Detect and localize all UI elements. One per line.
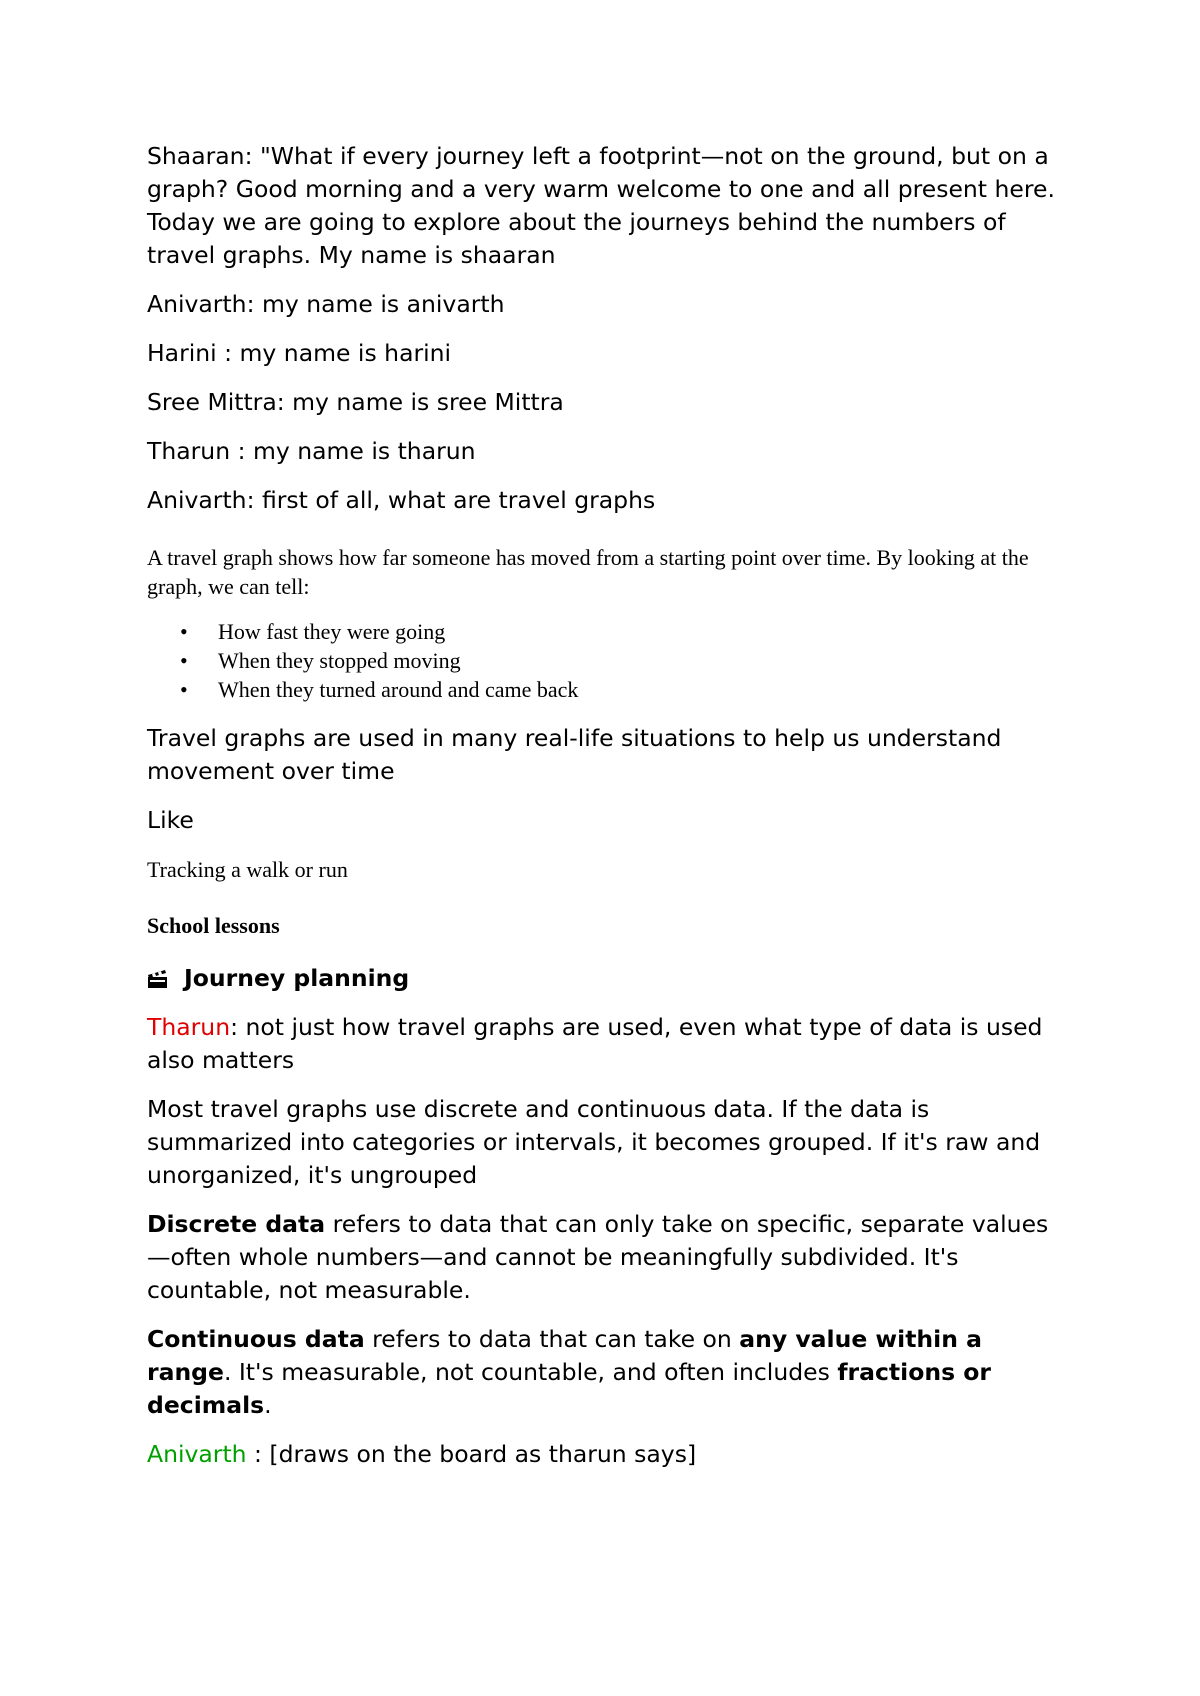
continuous-term: Continuous data: [147, 1325, 365, 1353]
discrete-data-paragraph: [147, 1208, 1067, 1307]
tharun-text: : not just how travel graphs are used, even what type of data is used also matters: [147, 1013, 1043, 1074]
continuous-emphasis: fractions or decimals: [147, 1358, 991, 1419]
continuous-emphasis: any value within a range: [147, 1325, 982, 1386]
example-walk-run: Tracking a walk or run: [147, 857, 348, 882]
continuous-text: .: [264, 1391, 272, 1419]
anivarth-line: [147, 1438, 1067, 1471]
definition-bullet-list: [147, 617, 1067, 704]
introduction-anivarth: Anivarth: my name is anivarth: [147, 290, 505, 318]
discrete-text: refers to data that can only take on specific, separate values—often whole numbers—and cannot be meaningfully subdivided. It's countable, not measurable.: [147, 1210, 1049, 1304]
bullet-item: • When they turned around and came back: [218, 675, 1067, 704]
journey-planning-text: Journey planning: [184, 964, 410, 992]
data-types-intro: Most travel graphs use discrete and continuous data. If the data is summarized into categories or intervals, it becomes grouped. If it's raw and unorganized, it's ungrouped: [147, 1095, 1041, 1189]
intro-paragraph: [147, 140, 1067, 272]
anivarth-speaker: Anivarth: [147, 1440, 247, 1468]
travel-graph-definition: A travel graph shows how far someone has moved from a starting point over time. By looking at the graph, we can tell:: [147, 545, 1029, 599]
anivarth-text: : [draws on the board as tharun says]: [246, 1440, 697, 1468]
bullet-item: • When they stopped moving: [218, 646, 1067, 675]
usage-like: Like: [147, 806, 194, 834]
introduction-harini: Harini : my name is harini: [147, 339, 452, 367]
example-school-lessons: School lessons: [147, 913, 280, 938]
anivarth-question: Anivarth: first of all, what are travel graphs: [147, 486, 656, 514]
bullet-item: • How fast they were going: [218, 617, 1067, 646]
journey-planning-heading: [147, 962, 1067, 995]
intro-speaker: Shaaran:: [147, 142, 253, 170]
introduction-tharun: Tharun : my name is tharun: [147, 437, 476, 465]
intro-text: "What if every journey left a footprint—not on the ground, but on a graph? Good morning and a very warm welcome to one and all present here. Today we are going to explore about the journeys behind the numbers of travel graphs. My name is shaaran: [147, 142, 1055, 269]
tharun-speaker: Tharun: [147, 1013, 231, 1041]
introduction-sree-mittra: Sree Mittra: my name is sree Mittra: [147, 388, 564, 416]
discrete-term: Discrete data: [147, 1210, 326, 1238]
document-page: [147, 140, 1067, 1487]
continuous-text: . It's measurable, not countable, and often includes: [223, 1358, 838, 1386]
usage-paragraph: Travel graphs are used in many real-life situations to help us understand movement over time: [147, 724, 1002, 785]
continuous-data-paragraph: [147, 1323, 1067, 1422]
continuous-text: refers to data that can take on: [364, 1325, 740, 1353]
clapperboard-icon: [147, 969, 168, 989]
tharun-line: [147, 1011, 1067, 1077]
